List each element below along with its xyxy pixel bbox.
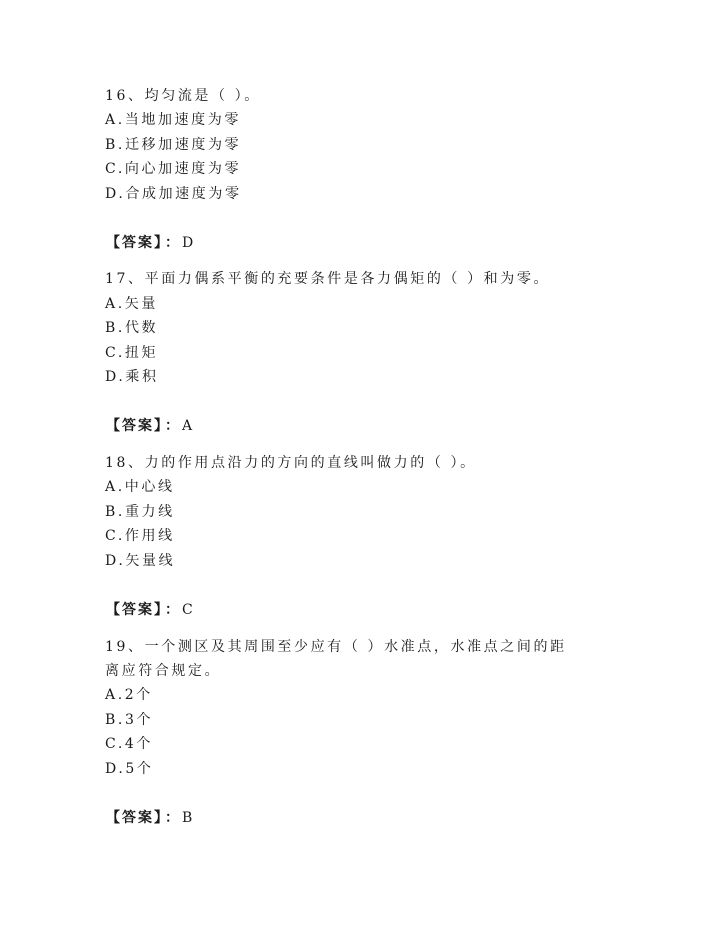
question-19-option-b: B.3个 [105,712,154,728]
answer-value: C [182,602,194,618]
question-17-option-b: B.代数 [105,320,159,336]
question-16-option-b: B.迁移加速度为零 [105,137,242,153]
question-18-option-b: B.重力线 [105,504,175,520]
question-16-option-a: A.当地加速度为零 [105,112,241,128]
question-19-answer [106,808,193,828]
question-18-option-d: D.矢量线 [105,553,176,569]
answer-separator: ： [165,602,180,618]
question-17-option-a: A.矢量 [105,296,158,312]
question-17-option-d: D.乘积 [105,369,159,385]
question-18-stem: 18、力的作用点沿力的方向的直线叫做力的（ ）。 [105,455,477,471]
answer-label: 【答案】 [106,235,163,251]
answer-value: D [182,235,195,251]
question-19-option-c: C.4个 [105,736,153,752]
question-16-option-d: D.合成加速度为零 [105,186,242,202]
answer-label: 【答案】 [106,418,163,434]
question-19-stem-line-1: 19、一个测区及其周围至少应有（ ）水准点，水准点之间的距 [105,639,567,655]
question-19-option-d: D.5个 [105,761,154,777]
question-18-option-a: A.中心线 [105,479,175,495]
question-17-answer [106,416,193,436]
answer-value: B [182,810,194,826]
question-18-answer [106,600,194,620]
answer-label: 【答案】 [106,602,163,618]
answer-separator: ： [165,810,180,826]
answer-value: A [182,418,194,434]
question-16-option-c: C.向心加速度为零 [105,161,242,177]
answer-separator: ： [165,418,180,434]
question-17-option-c: C.扭矩 [105,345,159,361]
question-19-stem-line-2: 离应符合规定。 [105,663,222,679]
answer-separator: ： [165,235,180,251]
question-16-answer [106,233,194,253]
question-19-option-a: A.2个 [105,687,153,703]
answer-label: 【答案】 [106,810,163,826]
question-16-stem: 16、均匀流是（ ）。 [105,88,261,104]
question-18-option-c: C.作用线 [105,528,175,544]
question-17-stem: 17、平面力偶系平衡的充要条件是各力偶矩的（ ）和为零。 [105,271,551,287]
